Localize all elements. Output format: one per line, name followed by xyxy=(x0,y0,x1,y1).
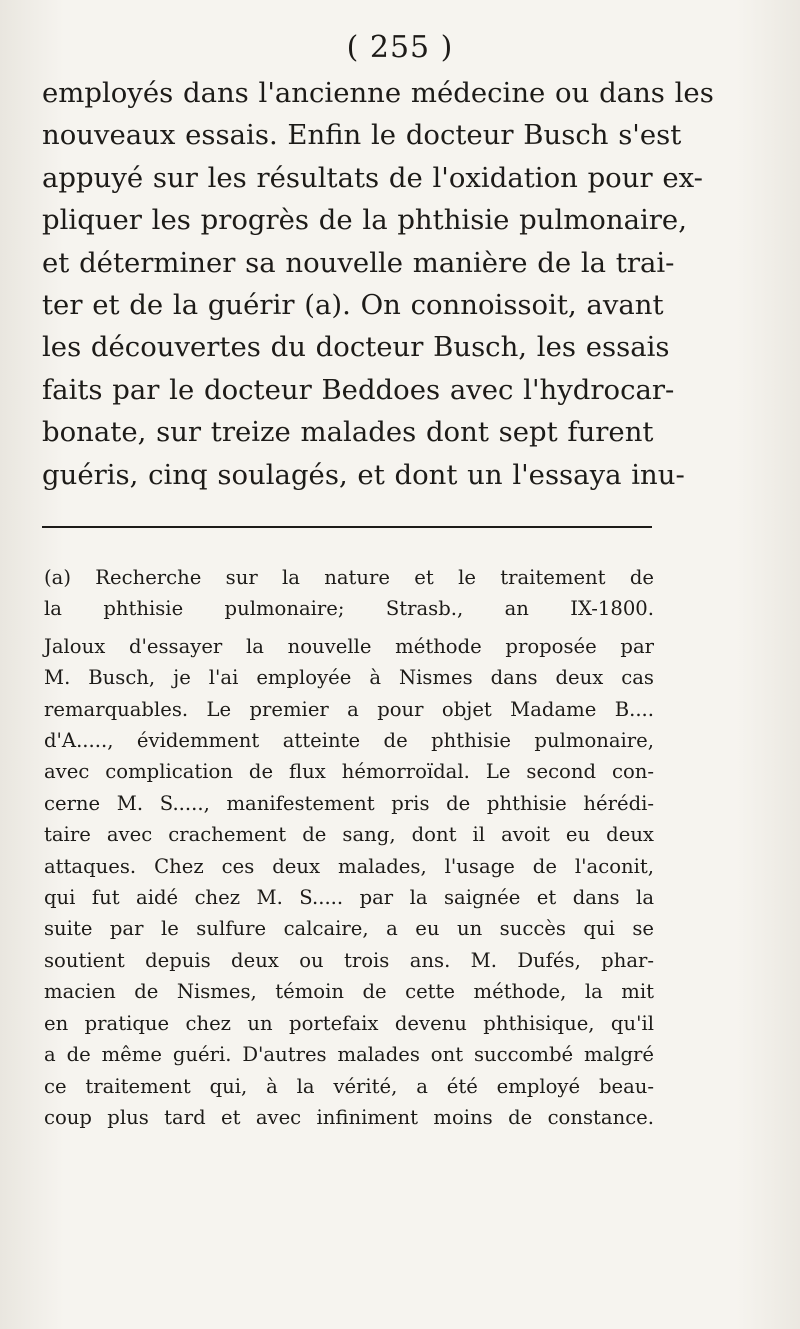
footnote-line: Jaloux d'essayer la nouvelle méthode proposée par xyxy=(44,634,654,658)
footnote-line: suite par le sulfure calcaire, a eu un succès qui se xyxy=(44,917,654,941)
main-text-line: bonate, sur treize malades dont sept furent xyxy=(42,416,654,449)
main-text-line: guéris, cinq soulagés, et dont un l'essaya inu- xyxy=(42,458,685,491)
page-number: ( 255 ) xyxy=(346,30,454,65)
footnote-line: ce traitement qui, à la vérité, a été employé beau- xyxy=(44,1074,654,1098)
footnote-divider xyxy=(42,526,652,528)
footnote-line: coup plus tard et avec infiniment moins de constance. xyxy=(44,1105,654,1129)
footnote-line: taire avec crachement de sang, dont il avoit eu deux xyxy=(44,823,654,847)
main-text-line: employés dans l'ancienne médecine ou dans les xyxy=(42,77,714,109)
footnote-line: cerne M. S....., manifestement pris de phthisie hérédi- xyxy=(44,791,654,815)
footnote-line: qui fut aidé chez M. S..... par la saignée et dans la xyxy=(44,886,654,910)
main-text-line: ter et de la guérir (a). On connoissoit, avant xyxy=(42,289,664,322)
footnote-line: a de même guéri. D'autres malades ont succombé malgré xyxy=(44,1043,654,1067)
main-text-line: et déterminer sa nouvelle manière de la trai- xyxy=(42,246,675,279)
footnote-line: (a) Recherche sur la nature et le traitement de xyxy=(44,566,654,589)
footnote-block xyxy=(44,562,654,1133)
main-text-block xyxy=(42,72,714,496)
main-text-line: les découvertes du docteur Busch, les essais xyxy=(42,331,670,364)
main-text-line: pliquer les progrès de la phthisie pulmonaire, xyxy=(42,204,687,237)
footnote-line: d'A....., évidemment atteinte de phthisie pulmonaire, xyxy=(44,729,654,753)
footnote-line: soutient depuis deux ou trois ans. M. Dufés, phar- xyxy=(44,948,654,972)
footnote-line: avec complication de flux hémorroïdal. Le second con- xyxy=(44,760,654,784)
footnote-line: en pratique chez un portefaix devenu phthisique, qu'il xyxy=(44,1011,654,1035)
footnote-line: attaques. Chez ces deux malades, l'usage de l'aconit, xyxy=(44,854,654,878)
main-text-line: faits par le docteur Beddoes avec l'hydrocar- xyxy=(42,373,675,406)
footnote-line: remarquables. Le premier a pour objet Madame B.... xyxy=(44,697,654,721)
footnote-line: macien de Nismes, témoin de cette méthode, la mit xyxy=(44,980,654,1004)
footnote-line: la phthisie pulmonaire; Strasb., an IX-1800. xyxy=(44,597,654,621)
main-text-line: nouveaux essais. Enfin le docteur Busch s'est xyxy=(42,119,682,152)
main-text-line: appuyé sur les résultats de l'oxidation pour ex- xyxy=(42,161,703,194)
footnote-line: M. Busch, je l'ai employée à Nismes dans deux cas xyxy=(44,666,654,690)
